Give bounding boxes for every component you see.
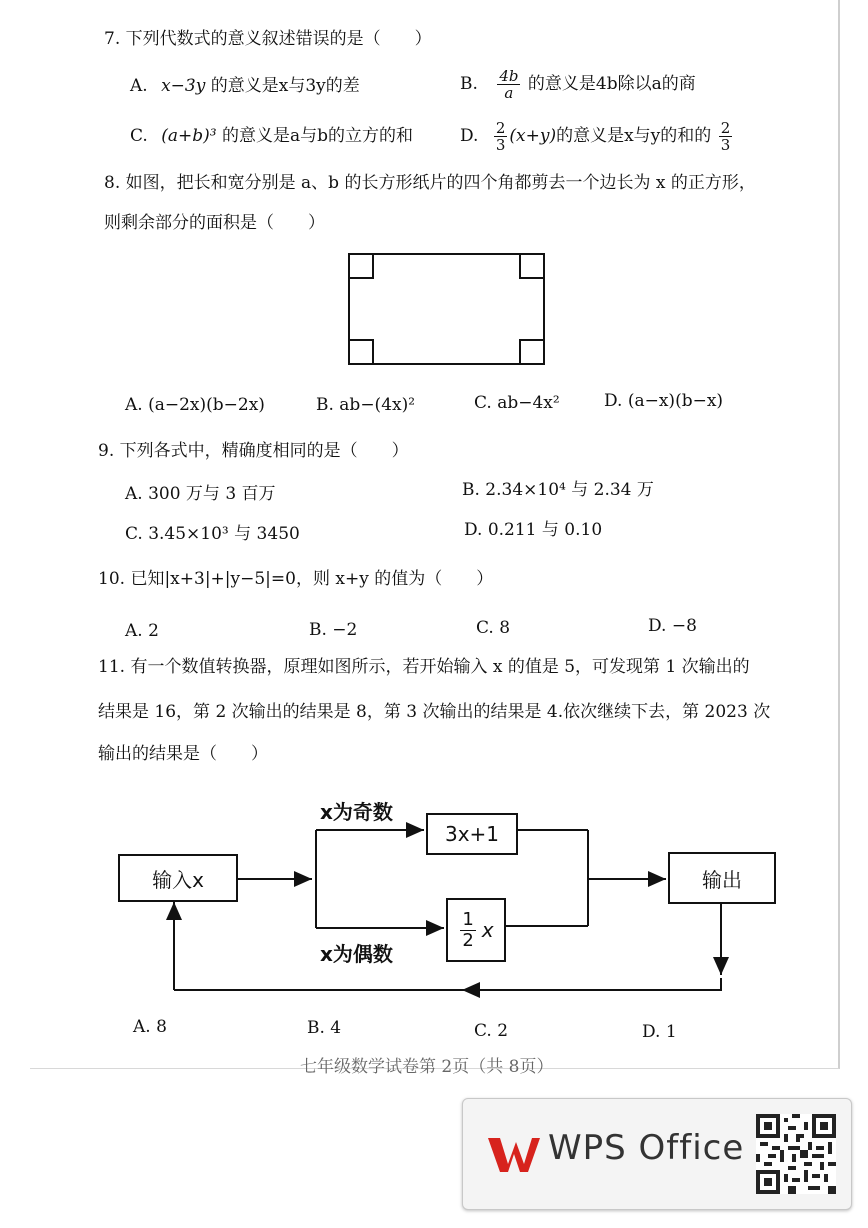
q7-c-label: C. (130, 126, 148, 146)
q11-stem-line3: 输出的结果是（ ） (98, 744, 268, 764)
q8-stem-line2: 则剩余部分的面积是（ ） (104, 213, 325, 233)
q7-a-expr: x−3y (161, 76, 206, 96)
q7-d-text: 的意义是x与y的和的 (556, 126, 712, 146)
q7-b-text: 的意义是4b除以a的商 (527, 74, 696, 94)
q7-c-text: 的意义是a与b的立方的和 (221, 126, 413, 146)
q11-option-d: D. 1 (642, 1022, 677, 1042)
q7-d-fraction: $\frac{2}{3}$ (495, 119, 506, 154)
q10-option-c: C. 8 (476, 618, 511, 638)
q8-option-a: A. (a−2x)(b−2x) (125, 395, 265, 415)
qr-code-icon (756, 1114, 836, 1194)
q7-d-expr: (x+y) (509, 126, 557, 146)
q11-stem-line1: 11. 有一个数值转换器，原理如图所示，若开始输入 x 的值是 5，可发现第 1 次输出的 (98, 657, 750, 677)
q7-a-label: A. (130, 76, 148, 96)
flow-odd-label: x为奇数 (320, 800, 393, 824)
q11-option-a: A. 8 (133, 1017, 167, 1037)
flow-even-label: x为偶数 (320, 942, 393, 966)
flow-even-var: x (481, 918, 494, 942)
q8-option-c: C. ab−4x² (474, 393, 560, 413)
q8-option-b: B. ab−(4x)² (316, 395, 416, 415)
q10-option-b: B. −2 (309, 620, 358, 640)
q7-c-expr: (a+b)³ (161, 126, 217, 146)
q9-option-c: C. 3.45×10³ 与 3450 (125, 524, 300, 544)
page-footer: 七年级数学试卷第 2页（共 8页） (300, 1057, 554, 1077)
q10-option-a: A. 2 (125, 621, 159, 641)
flow-odd-expr: 3x+1 (444, 822, 500, 846)
flow-odd-box (426, 813, 518, 855)
q7-a-text: 的意义是x与3y的差 (210, 76, 360, 96)
flow-input-box (118, 854, 238, 902)
q10-option-d: D. −8 (648, 616, 697, 636)
q7-stem: 7. 下列代数式的意义叙述错误的是（ ） (104, 29, 432, 49)
flow-output-box (668, 852, 776, 904)
q11-stem-line2: 结果是 16，第 2 次输出的结果是 8，第 3 次输出的结果是 4.依次继续下去，第 2023 次 (98, 702, 771, 722)
q9-option-a: A. 300 万与 3 百万 (125, 484, 276, 504)
q7-d-label: D. (460, 126, 479, 146)
flow-input-label: 输入x (152, 867, 204, 892)
q11-option-c: C. 2 (474, 1021, 509, 1041)
flow-even-box (446, 898, 506, 962)
q10-stem: 10. 已知|x+3|+|y−5|=0，则 x+y 的值为（ ） (98, 569, 494, 589)
q9-stem: 9. 下列各式中，精确度相同的是（ ） (98, 441, 409, 461)
q9-option-d: D. 0.211 与 0.10 (464, 520, 603, 540)
wps-logo-icon (486, 1132, 542, 1176)
wps-brand-text: WPS Office (548, 1128, 745, 1168)
q8-option-d: D. (a−x)(b−x) (604, 391, 724, 411)
flow-output-label: 输出 (702, 867, 742, 892)
q11-option-b: B. 4 (307, 1018, 342, 1038)
q7-b-fraction: $\frac{4b}{a}$ (499, 67, 519, 102)
q7-d-fraction2: $\frac{2}{3}$ (720, 119, 731, 154)
q8-stem-line1: 8. 如图，把长和宽分别是 a、b 的长方形纸片的四个角都剪去一个边长为 x 的正方形， (104, 173, 756, 193)
q7-b-label: B. (460, 74, 478, 94)
q9-option-b: B. 2.34×10⁴ 与 2.34 万 (462, 480, 654, 500)
flow-even-fraction: $\frac{1}{2}$ (462, 908, 474, 951)
